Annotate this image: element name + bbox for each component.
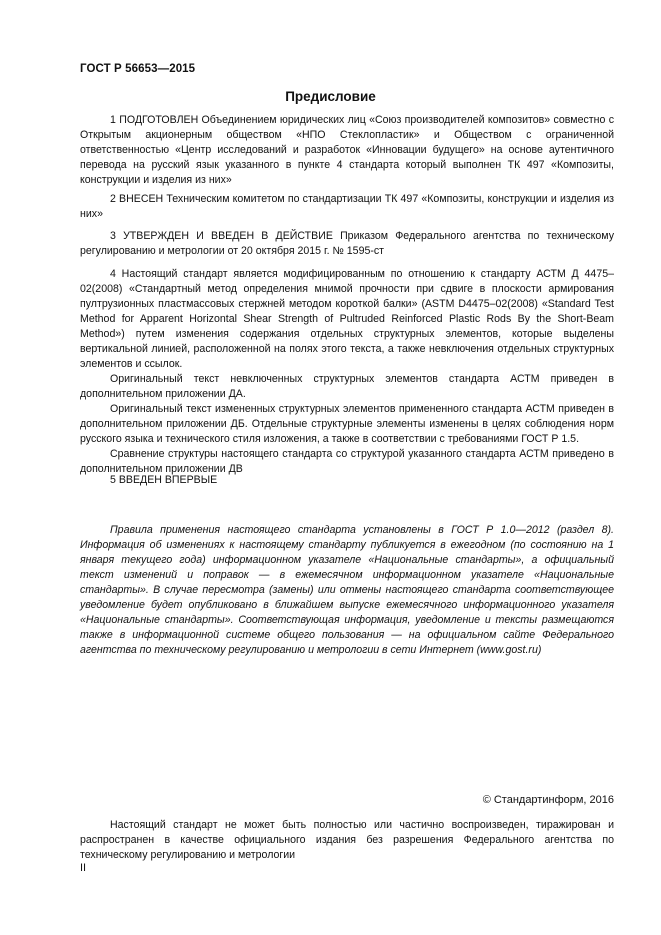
section-5	[80, 473, 614, 488]
page-title: Предисловие	[285, 89, 376, 104]
section-4	[80, 267, 614, 477]
notice-text: Правила применения настоящего стандарта установлены в ГОСТ Р 1.0—2012 (раздел 8). Информация об изменениях к настоящему стандарту публикуется в ежегодном (по состоянию на 1 января текущего года) информационном указателе «Национальные стандарты», а официальный текст изменений и поправок — в ежемесячном информационном указателе «Национальные стандарты». В случае пересмотра (замены) или отмены настоящего стандарта соответствующее уведомление будет опубликовано в ближайшем выпуске ежемесячного информационного указателя «Национальные стандарты». Соответствующая информация, уведомление и тексты размещаются также в информационной системе общего пользования — на официальном сайте Федерального агентства по техническому регулированию и метрологии в сети Интернет (www.gost.ru)	[80, 524, 614, 656]
section-1	[80, 113, 614, 188]
section-4-para-4: Сравнение структуры настоящего стандарта со структурой указанного стандарта АСТМ приведено в дополнительном приложении ДВ	[80, 448, 614, 475]
section-4-para-3: Оригинальный текст измененных структурных элементов примененного стандарта АСТМ приведен в дополнительном приложении ДБ. Отдельные структурные элементы изменены в целях соблюдения норм русского языка и технического стиля изложения, а также в соответствии с требованиями ГОСТ Р 1.5.	[80, 403, 614, 445]
section-4-para-1: 4 Настоящий стандарт является модифицированным по отношению к стандарту АСТМ Д 4475–02(2008) «Стандартный метод определения мнимой прочности при сдвиге в плоскости армирования пултрузионных пластмассовых стержней методом короткой балки» (ASTM D4475–02(2008) «Standard Test Method for Apparent Horizontal Shear Strength of Pultruded Reinforced Plastic Rods By the Short-Beam Method») путем изменения содержания отдельных структурных элементов, которые выделены вертикальной линией, расположенной на полях этого текста, а также невключения отдельных структурных элементов и ссылок.	[80, 268, 614, 370]
section-2-text: 2 ВНЕСЕН Техническим комитетом по стандартизации ТК 497 «Композиты, конструкции и изделия из них»	[80, 193, 614, 220]
copyright: © Стандартинформ, 2016	[482, 794, 614, 806]
page-number: II	[80, 862, 87, 874]
notice-block	[80, 523, 614, 658]
section-4-para-2: Оригинальный текст невключенных структурных элементов стандарта АСТМ приведен в дополнительном приложении ДА.	[80, 373, 614, 400]
rights-text: Настоящий стандарт не может быть полностью или частично воспроизведен, тиражирован и распространен в качестве официального издания без разрешения Федерального агентства по техническому регулированию и метрологии	[80, 819, 614, 861]
section-2	[80, 192, 614, 222]
section-3-text: 3 УТВЕРЖДЕН И ВВЕДЕН В ДЕЙСТВИЕ Приказом Федерального агентства по техническому регулированию и метрологии от 20 октября 2015 г. № 1595-ст	[80, 230, 614, 257]
rights-notice	[80, 818, 614, 863]
section-5-text: 5 ВВЕДЕН ВПЕРВЫЕ	[110, 474, 218, 486]
section-3	[80, 229, 614, 259]
document-header: ГОСТ Р 56653—2015	[80, 63, 196, 75]
section-1-text: 1 ПОДГОТОВЛЕН Объединением юридических лиц «Союз производителей композитов» совместно с Открытым акционерным обществом «НПО Стеклопластик» и Обществом с ограниченной ответственностью «Центр исследований и разработок «Инновации будущего» на основе аутентичного перевода на русский язык указанного в пункте 4 стандарта который выполнен ТК 497 «Композиты, конструкции и изделия из них»	[80, 114, 614, 186]
